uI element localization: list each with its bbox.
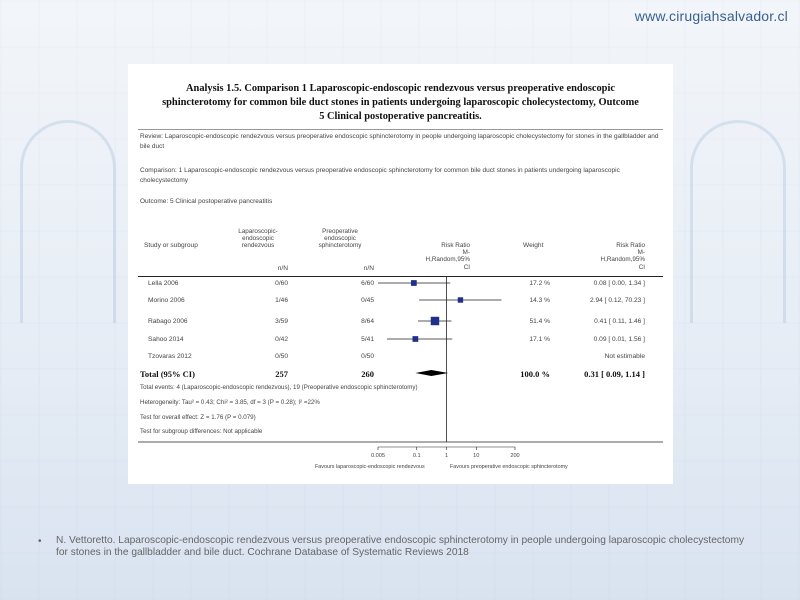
total-risk-ratio: 0.31 [ 0.09, 1.14 ] — [584, 369, 645, 379]
study-name: Sahoo 2014 — [148, 336, 184, 343]
axis-tick-label: 200 — [510, 453, 520, 459]
group2-header-line: endoscopic — [324, 235, 356, 243]
risk-ratio-plot-header-line: M- — [462, 249, 470, 257]
weight-value: 17.2 % — [529, 280, 550, 287]
study-name: Lella 2006 — [148, 280, 179, 287]
group2-events: 6/60 — [361, 280, 374, 287]
footnote-heterogeneity: Heterogeneity: Tau² = 0.43; Chi² = 3.85, df = 3 (P = 0.28); I² =22% — [140, 399, 320, 406]
site-url[interactable]: www.cirugiahsalvador.cl — [634, 8, 788, 24]
group1-events: 1/46 — [275, 297, 288, 304]
point-estimate-box — [411, 280, 417, 286]
group2-events: 5/41 — [361, 336, 374, 343]
outcome-text: Outcome: 5 Clinical postoperative pancreatitis — [140, 198, 273, 205]
risk-ratio-value: Not estimable — [604, 353, 645, 360]
group2-header-line: Preoperative — [322, 228, 358, 235]
point-estimate-box — [458, 297, 463, 302]
weight-value: 17.1 % — [529, 336, 550, 343]
figure-title-line: Analysis 1.5. Comparison 1 Laparoscopic-endoscopic rendezvous versus preoperative endoscopic — [186, 83, 615, 94]
background-arch — [690, 120, 786, 323]
figure-title-line: 5 Clinical postoperative pancreatitis. — [319, 111, 482, 122]
comparison-text: Comparison: 1 Laparoscopic-endoscopic rendezvous versus preoperative endoscopic sphincterotomy for common bile duct stones in patients undergoing laparoscopic cholecystectomy — [140, 167, 620, 184]
study-header: Study or subgroup — [144, 242, 198, 249]
study-name: Morino 2006 — [148, 297, 185, 304]
figure-title-line: sphincterotomy for common bile duct stones in patients undergoing laparoscopic cholecystectomy, Outcome — [162, 97, 639, 108]
risk-ratio-plot-header-line: Risk Ratio — [441, 242, 470, 249]
citation-text: N. Vettoretto. Laparoscopic-endoscopic rendezvous versus preoperative endoscopic sphincterotomy in people undergoing laparoscopic cholecystectomy for stones in the gallbladder and bile duct. Cochrane Database of Systematic Reviews 2018 — [56, 535, 745, 558]
point-estimate-box — [431, 317, 439, 325]
group2-events: 8/64 — [361, 318, 374, 325]
group1-header-line: rendezvous — [241, 242, 275, 250]
risk-ratio-value: 0.08 [ 0.00, 1.34 ] — [593, 280, 645, 287]
study-name: Rabago 2006 — [148, 318, 188, 325]
group1-header-line: endoscopic — [242, 235, 274, 243]
forest-plot-figure — [128, 64, 673, 484]
total-group2: 260 — [361, 369, 374, 379]
footnote-subgroup: Test for subgroup differences: Not applicable — [140, 428, 263, 435]
group2-events: 0/50 — [361, 353, 374, 360]
favours-left-label: Favours laparoscopic-endoscopic rendezvous — [315, 464, 425, 470]
total-group1: 257 — [275, 369, 288, 379]
risk-ratio-value: 0.09 [ 0.01, 1.56 ] — [593, 336, 645, 343]
axis-tick-label: 10 — [473, 453, 480, 459]
risk-ratio-text-header-line: Risk Ratio — [616, 242, 645, 249]
study-name: Tzovaras 2012 — [148, 353, 192, 360]
footnote-total-events: Total events: 4 (Laparoscopic-endoscopic rendezvous), 19 (Preoperative endoscopic sphincterotomy) — [140, 384, 418, 391]
background-arch — [20, 120, 116, 323]
group1-events: 0/42 — [275, 336, 288, 343]
weight-header: Weight — [523, 242, 544, 249]
weight-value: 14.3 % — [529, 297, 550, 304]
group2-header-line: sphincterotomy — [318, 242, 362, 250]
forest-plot — [128, 64, 673, 484]
group1-events: 3/59 — [275, 318, 288, 325]
review-text: Review: Laparoscopic-endoscopic rendezvous versus preoperative endoscopic sphincterotomy in people undergoing laparoscopic cholecystectomy for stones in the gallbladder and bile duct — [140, 133, 659, 150]
risk-ratio-value: 2.94 [ 0.12, 70.23 ] — [590, 297, 645, 304]
risk-ratio-plot-header-line: CI — [463, 263, 470, 271]
risk-ratio-text-header-line: H,Random,95% — [600, 256, 645, 264]
footnote-overall-effect: Test for overall effect: Z = 1.76 (P = 0.079) — [140, 414, 256, 421]
group1-header-line: Laparoscopic- — [238, 228, 278, 235]
total-weight: 100.0 % — [520, 369, 550, 379]
total-label: Total (95% CI) — [140, 369, 195, 379]
risk-ratio-plot-header-line: H,Random,95% — [425, 256, 470, 264]
axis-tick-label: 1 — [444, 453, 449, 459]
group2-events: 0/45 — [361, 297, 374, 304]
nn-header: n/N — [363, 265, 374, 272]
nn-header: n/N — [277, 265, 288, 272]
citation-bullet: • — [38, 536, 42, 547]
group1-events: 0/50 — [275, 353, 288, 360]
axis-tick-label: 0.1 — [412, 453, 421, 459]
risk-ratio-text-header-line: M- — [637, 249, 645, 257]
risk-ratio-value: 0.41 [ 0.11, 1.46 ] — [594, 318, 645, 325]
favours-right-label: Favours preoperative endoscopic sphincterotomy — [450, 464, 568, 470]
risk-ratio-text-header-line: CI — [638, 263, 645, 271]
pooled-estimate-diamond — [415, 370, 448, 376]
axis-tick-label: 0.005 — [371, 453, 385, 459]
group1-events: 0/60 — [275, 280, 288, 287]
point-estimate-box — [413, 336, 419, 342]
weight-value: 51.4 % — [529, 318, 550, 325]
